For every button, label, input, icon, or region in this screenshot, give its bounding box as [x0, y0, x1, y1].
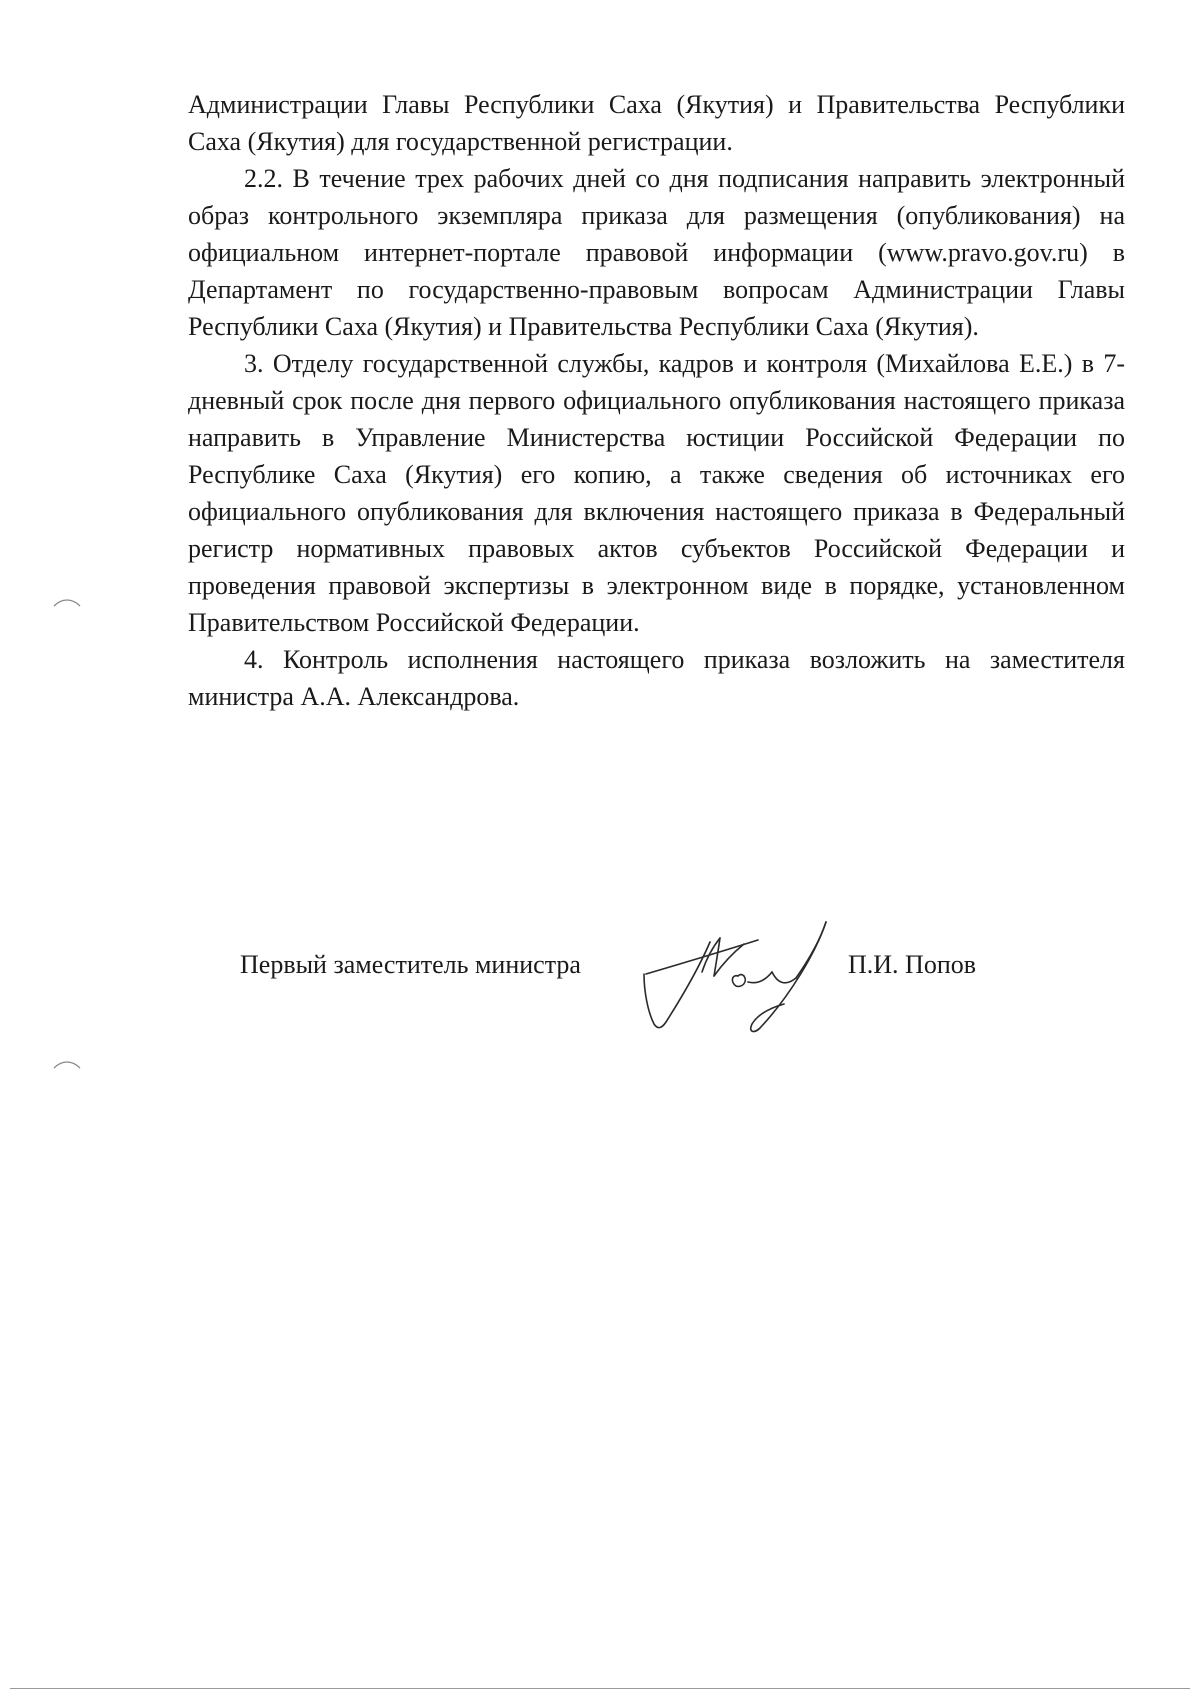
paragraph-3: 3. Отделу государственной службы, кадров и контроля (Михайлова Е.Е.) в 7-дневный срок после дня первого официального опубликования настоящего приказа направить в Управление Министерства юстиции Российской Федерации по Республике Саха (Якутия) его копию, а также сведения об источниках его официального опубликования для включения настоящего приказа в Федеральный регистр нормативных правовых актов субъектов Российской Федерации и проведения правовой экспертизы в электронном виде в порядке, установленном Правительством Российской Федерации.: [188, 349, 1125, 637]
handwritten-signature: [640, 912, 845, 1040]
scan-edge-line: [10, 1688, 1190, 1689]
signer-position: Первый заместитель министра: [240, 950, 581, 979]
document-body: [188, 86, 1125, 715]
scan-artifact-mark: [52, 1058, 82, 1072]
paragraph-registration-continuation: Администрации Главы Республики Саха (Якутия) и Правительства Республики Саха (Якутия) для государственной регистрации.: [188, 90, 1125, 156]
paragraph-4: 4. Контроль исполнения настоящего приказа возложить на заместителя министра А.А. Александрова.: [188, 645, 1125, 711]
signer-name: П.И. Попов: [848, 950, 977, 979]
paragraph-2-2: 2.2. В течение трех рабочих дней со дня подписания направить электронный образ контрольного экземпляра приказа для размещения (опубликования) на официальном интернет-портале правовой информации (www.pravo.gov.ru) в Департамент по государственно-правовым вопросам Администрации Главы Республики Саха (Якутия) и Правительства Республики Саха (Якутия).: [188, 164, 1125, 341]
scan-artifact-mark: [52, 596, 82, 610]
signature-block: [0, 950, 1200, 994]
